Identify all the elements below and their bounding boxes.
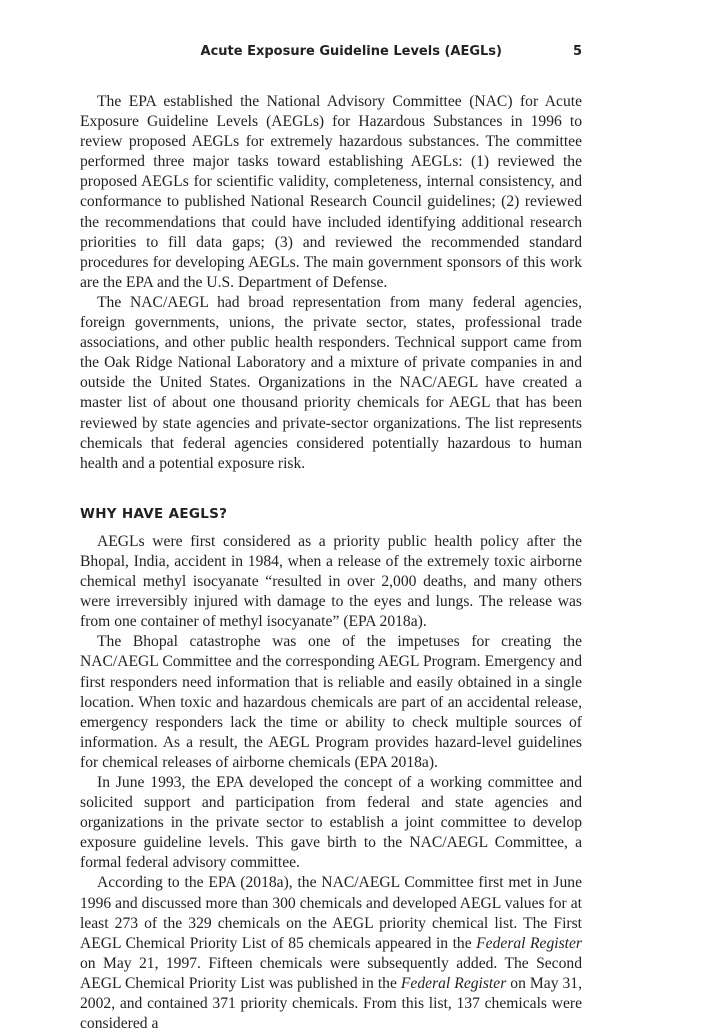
running-header [80,44,582,66]
body-text [80,92,582,1034]
text-run: on May 31, 2002, and contained 371 priority chemicals. From this list, 137 chemicals were considered a [80,974,582,1033]
section-heading: WHY HAVE AEGLS? [80,505,228,522]
paragraph-committee-history [80,873,582,1034]
paragraph-nac-representation: The NAC/AEGL had broad representation from many federal agencies, foreign governments, unions, the private sector, states, professional trade associations, and other public health responders. Technical support came from the Oak Ridge National Laboratory and a mixture of private companies in and outside the United States. Organizations in the NAC/AEGL have created a master list of about one thousand priority chemicals for AEGL that has been reviewed by state agencies and private-sector organizations. The list represents chemicals that federal agencies considered potentially hazardous to human health and a potential exposure risk. [80,293,582,472]
italic-publication: Federal Register [476,934,582,952]
italic-publication: Federal Register [400,974,507,992]
text-run: on May 21, 1997. Fifteen chemicals were subsequently added. The Second AEGL Chemical Priority List was published in the [80,954,582,992]
page-number: 5 [572,44,582,59]
paragraph-nac-established: The EPA established the National Advisory Committee (NAC) for Acute Exposure Guideline Levels (AEGLs) for Hazardous Substances in 1996 to review proposed AEGLs for extremely hazardous substances. The committee performed three major tasks toward establishing AEGLs: (1) reviewed the proposed AEGLs for scientific validity, completeness, internal consistency, and conformance to published National Research Council guidelines; (2) reviewed the recommendations that could have included identifying additional research priorities to fill data gaps; (3) and reviewed the recommended standard procedures for developing AEGLs. The main government sponsors of this work are the EPA and the U.S. Department of Defense. [80,93,582,291]
paragraph-june-1993: In June 1993, the EPA developed the concept of a working committee and solicited support and participation from federal and state agencies and organizations in the private sector to establish a joint committee to develop exposure guideline levels. This gave birth to the NAC/AEGL Committee, a formal federal advisory committee. [80,774,582,872]
document-page [80,44,582,1034]
text-run: According to the EPA (2018a), the NAC/AEGL Committee first met in June 1996 and discussed more than 300 chemicals and developed AEGL values for at least 273 of the 329 chemicals on the AEGL priority chemical list. The First AEGL Chemical Priority List of 85 chemicals appeared in the [80,874,582,952]
paragraph-bhopal: AEGLs were first considered as a priority public health policy after the Bhopal, India, accident in 1984, when a release of the extremely toxic airborne chemical methyl isocyanate “resulted in over 2,000 deaths, and many others were irreversibly injured with damage to the eyes and lungs. The release was from one container of methyl isocyanate” (EPA 2018a). [80,532,582,631]
running-title: Acute Exposure Guideline Levels (AEGLs) [200,44,502,59]
paragraph-bhopal-catastrophe: The Bhopal catastrophe was one of the impetuses for creating the NAC/AEGL Committee and the corresponding AEGL Program. Emergency and first responders need information that is reliable and easily obtained in a single location. When toxic and hazardous chemicals are part of an accidental release, emergency responders lack the time or ability to check multiple sources of information. As a result, the AEGL Program provides hazard-level guidelines for chemical releases of airborne chemicals (EPA 2018a). [80,633,582,771]
